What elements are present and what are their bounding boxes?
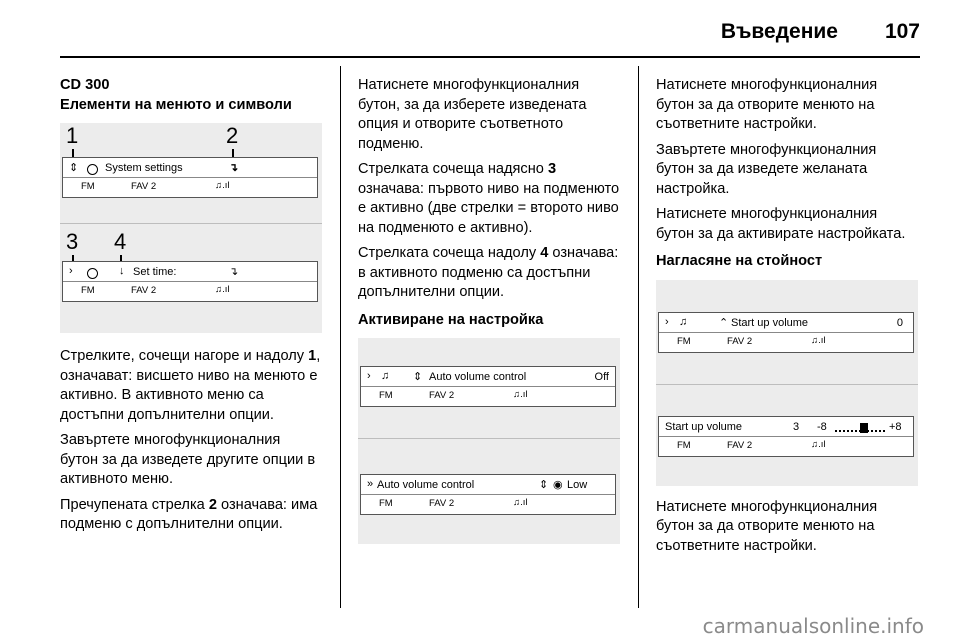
subsection-heading-activate-setting: Активиране на настройка — [358, 311, 544, 328]
menu-symbols-figure — [60, 123, 322, 333]
column-3 — [656, 76, 918, 562]
menu-title: Set time: — [133, 266, 177, 278]
radio-selected-icon: ◉ — [553, 479, 563, 491]
music-signal-icon: ♫.ıl — [513, 389, 528, 400]
double-right-arrow-icon: » — [367, 478, 374, 490]
music-note-icon: ♫ — [679, 315, 688, 328]
right-arrow-icon: › — [69, 265, 73, 277]
up-down-arrow-icon: ⇕ — [539, 479, 549, 491]
paragraph: Стрелките, сочещи нагоре и надолу 1, означават: висшето ниво на менюто е активно. В активното меню са достъпни допълнителни опции. — [60, 348, 321, 423]
callout-1: 1 — [66, 123, 79, 148]
up-down-arrow-icon: ⇕ — [413, 371, 423, 383]
adjust-value-figure — [656, 280, 918, 486]
band-label: FM — [379, 498, 393, 509]
preset-label: FAV 2 — [727, 439, 753, 451]
music-signal-icon: ♫.ıl — [513, 497, 528, 508]
setting-value: Low — [567, 479, 588, 491]
display-screen-system-settings — [62, 157, 318, 198]
paragraph: Стрелката сочеща надясно 3 означава: първото ниво на подменюто е активно (две стрелки = второто ниво на подменюто е активно). — [358, 161, 620, 236]
right-arrow-icon: › — [367, 370, 371, 382]
up-down-arrow-icon: ⇕ — [69, 162, 79, 174]
section-heading-cd300: CD 300 — [60, 77, 110, 93]
display-screen-start-volume-adjust — [658, 416, 914, 457]
paragraph: Натиснете многофункционалния бутон за да отворите менюто на съответните настройки. — [656, 498, 878, 554]
watermark: carmanualsonline.info — [702, 614, 924, 638]
music-signal-icon: ♫.ıl — [811, 334, 826, 346]
preset-label: FAV 2 — [429, 498, 455, 509]
paragraph: Пречупената стрелка 2 означава: има подменю с допълнителни опции. — [60, 496, 318, 532]
paragraph: Натиснете многофункционалния бутон за да активирате настройката. — [656, 206, 906, 242]
preset-label: FAV 2 — [429, 390, 455, 401]
paragraph: Стрелката сочеща надолу 4 означава: в активното подменю са достъпни допълнителни опции. — [358, 245, 619, 300]
music-signal-icon: ♫.ıl — [215, 180, 230, 191]
callout-3: 3 — [66, 229, 79, 254]
band-label: FM — [379, 390, 393, 401]
page-header-title: Въведение — [720, 20, 838, 43]
figure-separator — [60, 223, 322, 224]
activate-setting-figure — [358, 338, 620, 544]
page-number: 107 — [884, 20, 920, 43]
clock-icon — [87, 164, 98, 175]
paragraph: Завъртете многофункционалния бутон за да изведете другите опции в активното меню. — [60, 432, 316, 487]
clock-icon — [87, 268, 98, 279]
scale-min: -8 — [817, 420, 827, 433]
menu-title: Start up volume — [731, 316, 809, 329]
setting-value: Off — [594, 371, 609, 383]
paragraph: Натиснете многофункционалния бутон за да отворите менюто на съответните настройки. — [656, 77, 878, 132]
band-label: FM — [677, 335, 691, 347]
level-marker — [860, 423, 868, 433]
figure-separator — [656, 384, 918, 385]
display-screen-set-time — [62, 261, 318, 302]
music-signal-icon: ♫.ıl — [215, 284, 230, 295]
callout-2: 2 — [226, 123, 239, 148]
music-note-icon: ♫ — [381, 370, 390, 382]
paragraph: Натиснете многофункционалния бутон, за да изберете изведената опция и отворите съответното подменю. — [358, 77, 587, 152]
figure-separator — [358, 438, 620, 439]
band-label: FM — [81, 285, 95, 296]
column-divider — [340, 66, 341, 608]
scale-max: +8 — [889, 420, 902, 433]
subsection-heading-adjust-value: Нагласяне на стойност — [656, 253, 823, 269]
setting-value: 3 — [793, 420, 800, 433]
level-scale — [835, 423, 885, 433]
column-1 — [60, 76, 322, 541]
column-divider — [638, 66, 639, 608]
band-label: FM — [81, 181, 95, 192]
music-signal-icon: ♫.ıl — [811, 438, 826, 450]
preset-label: FAV 2 — [727, 335, 753, 347]
up-arrow-icon: ⌃ — [719, 316, 729, 329]
submenu-arrow-icon: ↴ — [229, 266, 239, 278]
paragraph: Завъртете многофункционалния бутон за да изведете желаната настройка. — [656, 141, 877, 197]
header-rule — [60, 56, 920, 58]
display-screen-auto-volume-off — [360, 366, 616, 407]
band-label: FM — [677, 439, 691, 451]
right-arrow-icon: › — [665, 315, 669, 328]
setting-value: 0 — [896, 316, 903, 329]
menu-title: Auto volume control — [429, 371, 527, 383]
menu-title: System settings — [105, 162, 183, 174]
menu-title: Start up volume — [665, 420, 743, 433]
submenu-arrow-icon: ↴ — [229, 162, 239, 174]
display-screen-auto-volume-low — [360, 474, 616, 515]
display-screen-start-volume — [658, 312, 914, 353]
column-2 — [358, 76, 620, 544]
callout-4: 4 — [114, 229, 127, 254]
preset-label: FAV 2 — [131, 181, 157, 192]
down-arrow-icon: ↓ — [119, 265, 125, 277]
preset-label: FAV 2 — [131, 285, 157, 296]
subsection-heading-menu-elements: Елементи на менюто и символи — [60, 96, 292, 113]
menu-title: Auto volume control — [377, 479, 475, 491]
